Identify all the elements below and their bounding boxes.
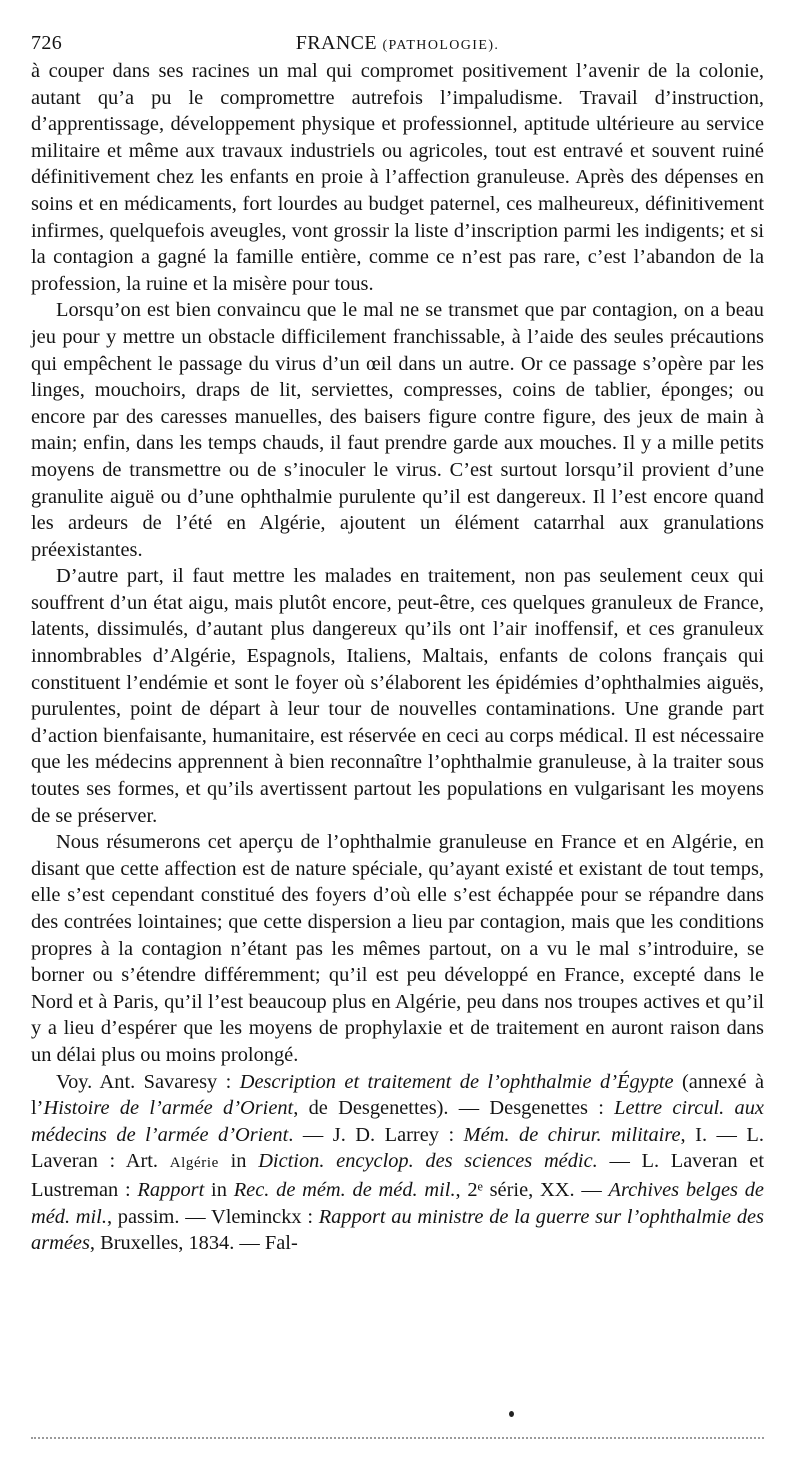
running-header <box>31 28 764 58</box>
reference-text: — L. Laveran et Lustreman : <box>31 1150 764 1201</box>
page-footer-marks <box>31 1411 764 1441</box>
running-title <box>31 28 764 61</box>
reference-title: Rapport <box>137 1178 205 1201</box>
page-number: 726 <box>31 32 63 54</box>
paragraph-continuation: à couper dans ses racines un mal qui compromet positivement l’avenir de la colonie, autant qu’a pu le compromettre autrefois l’impaludisme. Travail d’instruction, d’apprentissage, développement physique et professionnel, aptitude ultérieure au service militaire et même aux travaux industriels ou agricoles, tout est entravé et souvent ruiné définitivement chez les enfants en proie à l’affection granuleuse. Après des dépenses en soins et en médicaments, fort lourdes au budget paternel, ces malheureux, définitivement infirmes, quelquefois aveugles, vont grossir la liste d’inscription parmi les indigents; et si la contagion a gagné la famille entière, comme ce n’est pas rare, c’est l’abandon de la profession, la ruine et la misère pour tous. <box>31 60 764 295</box>
reference-text: (annexé à l’ <box>31 1070 764 1120</box>
reference-title: Histoire de l’armée d’Orient <box>43 1097 294 1120</box>
reference-title: Mém. de chirur. militaire <box>463 1123 681 1146</box>
reference-text: , Bruxelles, 1834. — Fal- <box>89 1232 298 1255</box>
reference-text: in <box>204 1178 234 1201</box>
paragraph-contagion: Lorsqu’on est bien convaincu que le mal ne se transmet que par contagion, on a beau jeu pour y mettre un obstacle difficilement franchissable, à l’aide des seules précautions qui empêchent le passage du virus d’un œil dans un autre. Or ce passage s’opère par les linges, mouchoirs, draps de lit, serviettes, compresses, coins de tablier, éponges; ou encore par des caresses manuelles, des baisers figure contre figure, des jeux de main à main; enfin, dans les temps chauds, il faut prendre garde aux mouches. Il y a mille petits moyens de transmettre ou de s’inoculer le virus. C’est surtout lorsqu’il provient d’une granulite aiguë ou d’une ophthalmie purulente qu’il est dangereux. Il l’est encore quand les ardeurs de l’été en Algérie, ajoutent un élément catarrhal aux granulations préexistantes. <box>31 299 764 561</box>
footer-dot <box>509 1411 514 1417</box>
reference-text: Voy. Ant. Savaresy : <box>56 1070 240 1093</box>
reference-title: Archives belges de méd. mil. <box>31 1178 764 1228</box>
running-title-subtitle: (PATHOLOGIE). <box>382 38 500 53</box>
reference-text: , passim. — Vleminckx : <box>106 1205 319 1228</box>
reference-text: . — J. D. Larrey : <box>288 1123 464 1146</box>
reference-title: Lettre circul. aux médecins de l’armée d’Orient <box>31 1097 764 1146</box>
reference-title: Rapport au ministre de la guerre sur l’ophthalmie des armées <box>31 1205 764 1255</box>
reference-title: Rec. de mém. de méd. mil. <box>233 1178 456 1201</box>
reference-text: , I. — L. Laveran : Art. <box>31 1123 764 1173</box>
reference-small-caps: Algérie <box>169 1155 219 1172</box>
body-text <box>31 58 764 1257</box>
paragraph-summary: Nous résumerons cet aperçu de l’ophthalmie granuleuse en France et en Algérie, en disant que cette affection est de nature spéciale, qu’ayant existé et existant de tout temps, elle s’est cependant constitué des foyers d’où elle s’est échappée pour se répandre dans des contrées lointaines; que cette dispersion a lieu par contagion, mais que les conditions propres à la contagion n’étant pas les mêmes partout, on a vu le mal s’introduire, se borner ou s’étendre différemment; qu’il est peu développé en France, excepté dans le Nord et à Paris, qu’il l’est beaucoup plus en Algérie, peu dans nos troupes actives et qu’il y a lieu d’espérer que les moyens de prophylaxie et de traitement en auront raison dans un délai plus ou moins prolongé. <box>31 831 764 1066</box>
document-page <box>31 28 764 1448</box>
paragraph-treatment: D’autre part, il faut mettre les malades en traitement, non pas seulement ceux qui souffrent d’un état aigu, mais plutôt encore, peut-être, ces quelques granuleux de France, latents, dissimulés, d’autant plus dangereux qu’ils ont l’air inoffensif, et ces granuleux innombrables d’Algérie, Espagnols, Italiens, Maltais, enfants de colons français qui constituent l’endémie et sont le foyer où s’élaborent les épidémies d’ophthalmies aiguës, purulentes, point de départ à leur tour de nouvelles contaminations. Une grande part d’action bienfaisante, humanitaire, est réservée en ceci au corps médical. Il est nécessaire que les médecins apprennent à bien reconnaître l’ophthalmie granuleuse, à la traiter sous toutes ses formes, et qu’ils avertissent partout les populations en vulgarisant les moyens de se préserver. <box>31 565 764 827</box>
reference-text: , de Desgenettes). — Desgenettes : <box>293 1097 615 1120</box>
bibliography-paragraph <box>31 1069 764 1257</box>
reference-text: , 2ᵉ série, XX. — <box>455 1178 609 1201</box>
reference-title: Diction. encyclop. des sciences médic. <box>258 1150 598 1173</box>
footer-dotted-rule <box>31 1437 764 1439</box>
reference-title: Description et traitement de l’ophthalmie d’Égypte <box>239 1070 674 1093</box>
reference-text: in <box>218 1150 259 1173</box>
running-title-main: FRANCE <box>295 32 378 54</box>
